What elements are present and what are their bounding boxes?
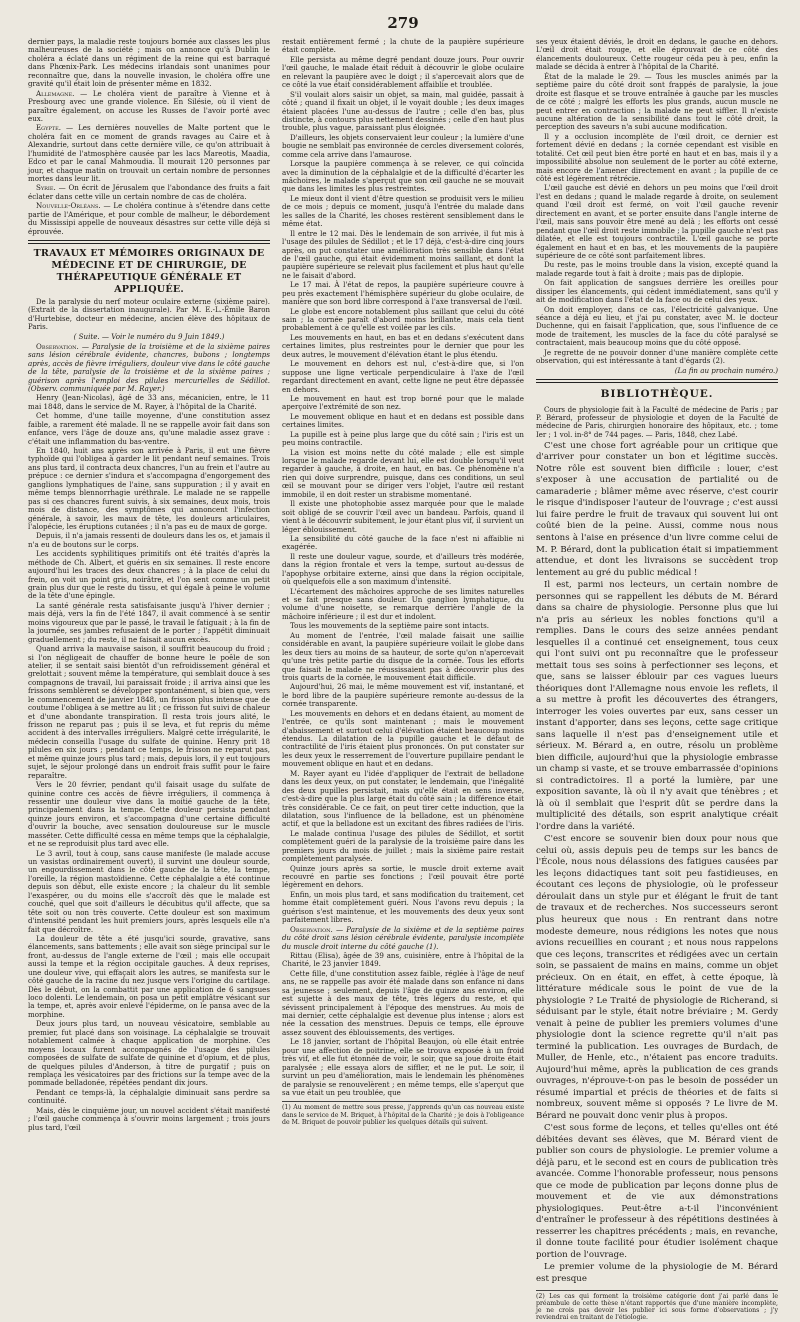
col1-p4: Les accidents syphilitiques primitifs ont été traités d'après la méthode de Ch. Albert, et guéris en six semaines. Il reste encore aujourd'hui les traces des deux chancres ; à la place de celui du frein, on voit un point gris, noirâtre, et l'on sent comme un petit grain plus dur que le reste du tissu, et qui égale à peine le volume de la tête d'une épingle. (28, 549, 270, 601)
col2-p12: Le mouvement oblique en haut et en dedans est possible dans certaines limites. (282, 411, 524, 430)
col2-p5: Le mieux dont il vient d'être question se produisit vers le milieu de ce mois ; depuis ce moment, jusqu'à l'entrée du malade dans les salles de la Charité, les choses restèrent sensiblement dans le même état. (282, 193, 524, 229)
memoire-heading: De la paralysie du nerf moteur oculaire externe (sixième paire). (Extrait de la dissertation inaugurale). Par M. E.-L.-Émile Baron d'Hurtebise, docteur en médecine, ancien élève des hôpitaux de Paris. (28, 298, 270, 331)
col3-p7: Je regrette de ne pouvoir donner d'une manière complète cette observation, qui est intéressante à tant d'égards (2). (536, 347, 778, 366)
col3-p5: On fait application de sangsues derrière les oreilles pour dissiper les élancements, qui cèdent immédiatement, sans qu'il y ait de modification dans l'état de la face ou de celui des yeux. (536, 278, 778, 305)
col1-p10: Deux jours plus tard, un nouveau vésicatoire, semblable au premier, fut placé dans son voisinage. La céphalalgie se trouvait notablement calmée à chaque application de morphine. Ces moyens locaux furent accompagnés de l'usage des pilules composées de sulfate de sulfate de quinine et d'opium, et de plus, de quelques pilules d'Anderson, à titre de purgatif ; puis on remplaça les vésicatoires par des frictions sur la tempe avec de la pommade belladonée, répétées pendant dix jours. (28, 1019, 270, 1088)
col2-p15: Il existe une photophobie assez marquée pour que le malade soit obligé de se couvrir l'œil avec un bandeau. Parfois, quand il vient à le découvrir subitement, le jour étant plus vif, il survient un léger éblouissement. (282, 499, 524, 534)
col1-p0: Henry (Jean-Nicolas), âgé de 33 ans, mécanicien, entre, le 11 mai 1848, dans le service de M. Rayer, à l'hôpital de la Charité. (28, 393, 270, 411)
news-text: — On écrit de Jérusalem que l'abondance des fruits a fait éclater dans cette ville un certain nombre de cas de choléra. (28, 183, 270, 201)
news-egypte (28, 124, 270, 183)
col1-p1: Cet homme, d'une taille moyenne, d'une constitution assez faible, a rarement été malade. Il ne se rappelle avoir fait dans son enfance, vers l'âge de douze ans, qu'une maladie assez grave : c'était une inflammation du bas-ventre. (28, 411, 270, 446)
col3-p1: État de la malade le 29. — Tous les muscles animés par la septième paire du côté droit sont frappés de paralysie, la joue droite est flasque et se trouve entraînée à gauche par les muscles de ce côté ; malgré les efforts les plus grands, aucun muscle ne peut entrer en contraction ; la malade ne peut siffler. Il n'existe aucune altération de la sensibilité dans tout le côté droit, la perception des saveurs n'a subi aucune modification. (536, 71, 778, 132)
col2-p16: La sensibilité du côté gauche de la face n'est ni affaiblie ni exagérée. (282, 533, 524, 552)
col2-p6: Il entre le 12 mai. Dès le lendemain de son arrivée, il fut mis à l'usage des pilules de Sédillot ; et le 17 déjà, c'est-à-dire cinq jours après, on put constater une amélioration très sensible dans l'état de l'œil gauche, qui était évidemment moins saillant, et dont la paupière supérieure se relevait plus facilement et plus haut qu'elle ne le faisait d'abord. (282, 228, 524, 280)
col2-p4: Lorsque la paupière commença à se relever, ce qui coïncida avec la diminution de la céphalalgie et de la difficulté d'écarter les mâchoires, le malade s'aperçut que son œil gauche ne se mouvait que dans les limites les plus restreintes. (282, 159, 524, 194)
section-rule (536, 379, 778, 383)
bibliotheque-heading: BIBLIOTHÈQUE. (600, 388, 714, 401)
cholera-intro: dernier pays, la maladie reste toujours bornée aux classes les plus malheureuses de la société ; mais on annonce qu'à Dublin le choléra a éclaté dans un régiment de la reine qui est barraqué dans Phœnix-Park. Les médecins irlandais sont unanimes pour reconnaître que, dans la nouvelle invasion, le choléra offre une gravité qu'il était loin de présenter même en 1832. (28, 37, 270, 89)
news-nouvelle-orleans (28, 202, 270, 236)
review-p0: C'est une chose fort agréable pour un critique que d'arriver pour constater un bon et légitime succès. Notre rôle est souvent bien difficile : louer, c'est s'exposer à une accusation de partialité ou de camaraderie ; blâmer même avec réserve, c'est courir le risque d'indisposer l'auteur de l'ouvrage ; c'est aussi lui faire perdre le fruit de travaux qui souvent lui ont coûté bien de la peine. Aussi, comme nous nous sentons à l'aise en présence d'un livre comme celui de M. P. Bérard, dont la publication était si impatiemment attendue, et dont les livraisons se succèdent trop lentement au gré du public médical ! (536, 440, 778, 578)
col2-obs2-p2: Le 18 janvier, sortant de l'hôpital Beaujon, où elle était entrée pour une affection de poitrine, elle se trouva exposée à un froid très vif, et elle fut étonnée de voir, le soir, que sa joue droite était paralysée ; elle essaya alors de siffler, et ne le put. Le soir, il survint un peu d'amélioration, mais le lendemain les phénomènes de paralysie se renouvelèrent ; en même temps, elle s'aperçut que sa vue était un peu troublée, que (282, 1037, 524, 1097)
review-p3: C'est sous forme de leçons, et telles qu'elles ont été débitées devant ses élèves, que M. Bérard vient de publier son cours de physiologie. Le premier volume a déjà paru, et le second est en cours de publication très avancée. Comme l'honorable professeur, nous pensons que ce mode de publication par leçons donne plus de mouvement et de vie aux démonstrations physiologiques. Peut-être a-t-il l'inconvénient d'entraîner le professeur à des répétitions destinées à resserrer les chapitres précédents ; mais, en revanche, il donne toute facilité pour étudier isolément chaque portion de l'ouvrage. (536, 1123, 778, 1260)
column-3 (536, 37, 778, 1322)
col3-p0: ses yeux étaient déviés, le droit en dedans, le gauche en dehors. L'œil droit était rouge, et elle éprouvait de ce côté des élancements douloureux. Cette rougeur céda peu à peu, enfin la malade se décida à entrer à l'hôpital de la Charité. (536, 37, 778, 72)
col2-obs2-p0: Rittau (Elisa), âgée de 39 ans, cuisinière, entre à l'hôpital de la Charité, le 23 janvier 1849. (282, 950, 524, 969)
col2-p22: Les mouvements en dehors et en dedans étaient, au moment de l'entrée, ce qu'ils sont maintenant ; mais le mouvement d'abaissement et surtout celui d'élévation étaient beaucoup moins étendus. La dilatation de la pupille gauche et le défaut de contractilité de l'iris étaient plus prononcés. On put constater sur les deux yeux le resserrement de l'ouverture pupillaire pendant le mouvement oblique en haut et en dedans. (282, 708, 524, 769)
col2-p24: Le malade continua l'usage des pilules de Sédillot, et sortit complètement guéri de la paralysie de la troisième paire dans les premiers jours du mois de juillet ; mais la sixième paire restait complètement paralysée. (282, 828, 524, 864)
review-p1: Il est, parmi nos lecteurs, un certain nombre de personnes qui se rappellent les débuts de M. Bérard dans sa chaire de physiologie. Personne plus que lui n'a pris au sérieux les nobles fonctions qu'il a remplies. Dans le cours des seize années pendant lesquelles il a continué cet enseignement, tous ceux qui l'ont suivi ont pu reconnaître que le professeur mettait tous ses soins à perfectionner ses leçons, et que, sans se laisser éblouir par ces vagues lueurs théoriques dont l'Allemagne nous envoie les reflets, il a su mettre à profit les découvertes des étrangers, interroger les voies ouvertes par eux, sans cesser un instant d'apporter, dans ses leçons, cette sage critique sans laquelle il n'est pas d'enseignement utile et sérieux. M. Bérard a, en outre, résolu un problème bien difficile, aujourd'hui que la physiologie embrasse un champ si vaste, et se trouve embarrassée d'opinions si contradictoires. Il a porté la lumière, par une exposition savante, là où il n'y avait que ténèbres ; et là où il semblait que l'esprit dût se perdre dans la multiplicité des détails, son esprit analytique créait l'ordre dans la variété. (536, 580, 778, 832)
col1-p11: Pendant ce temps-là, la céphalalgie diminuait sans perdre sa continuité. (28, 1087, 270, 1106)
columns (28, 37, 778, 1322)
observation-title: — Paralysie de la troisième et de la sixième paires sans lésion cérébrale évidente, chancres, bubons ; longtemps après, accès de fièvre irréguliers, douleur vive dans le côté gauche de la tête, paralysie de la troisième et de la sixième paires ; guérison après l'emploi des pilules mercurielles de Sédillot. (Observ. communiquée par M. Rayer.) (28, 341, 270, 393)
col2-p1: Elle persista au même degré pendant douze jours. Pour ouvrir l'œil gauche, le malade était réduit à découvrir le globe oculaire en relevant la paupière avec le doigt ; il s'apercevait alors que de ce côté la vue était considérablement affaiblie et troublée. (282, 54, 524, 90)
news-text: — Le choléra vient de paraître à Vienne et à Presbourg avec une grande violence. En Silésie, où il vient de paraître également, on accuse les Russes de l'avoir porté avec eux. (28, 88, 270, 123)
col1-p9: La douleur de tête a été jusqu'ici sourde, gravative, sans élancements, sans battements ; elle avait son siège principal sur le front, au-dessus de l'angle externe de l'œil ; mais elle occupait aussi la tempe et la région occipitale gauches. À deux reprises, une douleur vive, qui effaçait alors les autres, se manifesta sur le côté gauche de la racine du nez jusque vers l'origine du cartilage. Dès le début, on la combattit par une application de 6 sangsues loco dolenti. Le lendemain, on posa un petit emplâtre vésicant sur la tempe, et, après avoir enlevé l'épiderme, on le pansa avec de la morphine. (28, 933, 270, 1019)
footnote-1: (1) Au moment de mettre sous presse, j'apprends qu'un cas nouveau existe dans le service de M. Briquet, à l'hôpital de la Charité ; je dois à l'obligeance de M. Briquet de pouvoir publier les quelques détails qui suivent. (282, 1101, 524, 1126)
footnote-2: (2) Les cas qui forment la troisième catégorie dont j'ai parlé dans le préambule de cette thèse n'étant rapportés que d'une manière incomplète, je ne crois pas devoir les publier ici sous forme d'observations ; j'y reviendrai en traitant de l'étiologie. (536, 1290, 778, 1322)
col3-p2: Il y a occlusion incomplète de l'œil droit, ce dernier est fortement dévié en dedans ; la cornée cependant est visible en totalité. Cet œil peut bien être porté en haut et en bas, mais il y a impossibilité absolue non seulement de le porter au côté externe, mais encore de l'amener directement en avant ; la pupille de ce côté est légèrement rétrécie. (536, 131, 778, 183)
col3-p6: On doit employer, dans ce cas, l'électricité galvanique. Une séance a déjà eu lieu, et j'ai pu constater, avec M. le docteur Duchenne, qui en faisait l'application, que, sous l'influence de ce mode de traitement, les muscles de la face du côté paralysé se contractaient, mais beaucoup moins que du côté opposé. (536, 304, 778, 348)
section-rule (28, 240, 270, 244)
col2-p2: S'il voulait alors saisir un objet, sa main, mal guidée, passait à côté ; quand il fixait un objet, il le voyait double ; les deux images étaient placées l'une au-dessus de l'autre ; celle d'en bas, plus distincte, à contours plus nettement dessinés ; celle d'en haut plus trouble, plus vague, paraissant plus éloignée. (282, 89, 524, 133)
col2-p21: Aujourd'hui, 26 mai, le même mouvement est vif, instantané, et le bord libre de la paupière supérieure remonte au-dessus de la cornée transparente. (282, 682, 524, 709)
col2-p0: restait entièrement fermé ; la chute de la paupière supérieure était complète. (282, 37, 524, 55)
col1-p12: Mais, dès le cinquième jour, un nouvel accident s'était manifesté ; l'œil gauche commença à s'ouvrir moins largement ; trois jours plus tard, l'œil (28, 1105, 270, 1132)
col3-p4: Du reste, pas le moins trouble dans la vision, excepté quand la malade regarde tout à fait à droite ; mais pas de diplopie. (536, 260, 778, 278)
section-title: TRAVAUX ET MÉMOIRES ORIGINAUX DE MÉDECINE ET DE CHIRURGIE, DE THÉRAPEUTIQUE GÉNÉRALE ET APPLIQUÉE. (33, 248, 265, 296)
col2-p3: D'ailleurs, les objets conservaient leur couleur ; la lumière d'une bougie ne semblait pas environnée de cercles diversement colorés, comme cela arrive dans l'amaurose. (282, 132, 524, 159)
observation-label: Observation. (290, 924, 333, 934)
observation-label: Observation. (36, 341, 79, 351)
review-p2: C'est encore se souvenir bien doux pour nous que celui où, assis depuis peu de temps sur les bancs de l'École, nous nous délassions des fatigues causées par les leçons didactiques tant soit peu fastidieuses, en écoutant ces leçons de physiologie, où le professeur déroulait dans un style pur et élégant le fruit de tant de travaux et de recherches. Nos successeurs seront plus heureux que nous : En rentrant dans notre modeste demeure, nous rédigions les notes que nous avions recueillies en courant ; et nous nous rappelons que ces leçons, transcrites et rédigées avec un certain soin, se passaient de mains en mains, comme un objet précieux. On en était, en effet, à cette époque, là littérature médicale sous le point de vue de la physiologie ? Le Traité de physiologie de Richerand, si séduisant par le style, était notre bréviaire ; M. Gerdy venait à peine de publier les premiers volumes d'une physiologie dont la science regrette qu'il n'ait pas terminé la publication. Les ouvrages de Burdach, de Muller, de Henle, etc., n'étaient pas encore traduits. Aujourd'hui même, après la publication de ces grands ouvrages, n'éprouve-t-on pas le besoin de posséder un résumé impartial et précis de théories et de faits si nombreux, souvent même si opposés ? Le livre de M. Bérard ne pouvait donc venir plus à propos. (536, 834, 778, 1121)
observation-title: — Paralysie de la sixième et de la septième paires du côté droit sans lésion cérébrale évidente, paralysie incomplète du muscle droit interne du côté gauche (1). (282, 924, 524, 951)
col2-p13: La pupille est à peine plus large que du côté sain ; l'iris est un peu moins contractile. (282, 429, 524, 448)
news-label: Egypte. (36, 123, 61, 133)
suite-next-number: (La fin au prochain numéro.) (674, 365, 778, 375)
col2-p18: L'écartement des mâchoires approche de ses limites naturelles et se fait presque sans douleur. Un ganglion lymphatique, du volume d'une noisette, se remarque derrière l'angle de la mâchoire inférieure ; il est dur et indolent. (282, 586, 524, 621)
cours-heading: Cours de physiologie fait à la Faculté de médecine de Paris ; par P. Bérard, professeur de physiologie et doyen de la Faculté de médecine de Paris, chirurgien honoraire des hôpitaux, etc. ; tome Ier ; 1 vol. in-8° de 744 pages. — Paris, 1848, chez Labé. (536, 405, 778, 439)
col2-p25: Quinze jours après sa sortie, le muscle droit externe avait recouvré en partie ses fonctions ; l'œil pouvait être porté légèrement en dehors. (282, 863, 524, 890)
review-body (536, 441, 778, 1286)
col2-p9: Les mouvements en haut, en bas et en dedans s'exécutent dans certaines limites, plus restreintes pour le dernier que pour les deux autres, le mouvement d'élévation étant le plus étendu. (282, 332, 524, 359)
news-allemagne (28, 90, 270, 124)
col2-p7: Le 17 mai. À l'état de repos, la paupière supérieure couvre à peu près exactement l'hémisphère supérieur du globe oculaire, de manière que son bord libre correspond à l'axe transversal de l'œil. (282, 280, 524, 307)
news-label: Allemagne. (36, 88, 75, 98)
col2-p20: Au moment de l'entrée, l'œil malade faisait une saillie considérable en avant, la paupière supérieure voilait le globe dans les deux tiers au moins de sa hauteur, de sorte qu'on n'apercevait qu'une très petite partie du disque de la cornée. Tous les efforts que faisait le malade ne réussissaient pas à découvrir plus des trois quarts de la cornée, le mouvement était difficile. (282, 630, 524, 682)
col2-p14: La vision est moins nette du côté malade ; elle est simple lorsque le malade regarde devant lui, elle est double lorsqu'il veut regarder à gauche, à droite, en haut, en bas. Ce phénomène n'a rien qui doive surprendre, puisque, dans ces conditions, un seul œil se mouvant pour se diriger vers l'objet, l'autre œil restant immobile, il en doit rester un strabisme momentané. (282, 447, 524, 499)
col2-p8: Le globe est encore notablement plus saillant que celui du côté sain ; la cornée paraît d'abord moins brillante, mais cela tient probablement à ce qu'elle est voilée par les cils. (282, 306, 524, 333)
col2-p19: Tous les mouvements de la septième paire sont intacts. (290, 621, 490, 631)
col1-p7: Vers le 20 février, pendant qu'il faisait usage du sulfate de quinine contre ces accès de fièvre irréguliers, il commença à ressentir une douleur vive dans la moitié gauche de la tête, principalement dans la tempe. Cette douleur persista pendant quinze jours environ, et s'accompagna d'une certaine difficulté d'ouvrir la bouche, avec sensation douloureuse sur le muscle masséter. Cette difficulté cessa en même temps que la céphalalgie, et ne se reproduisit plus tard avec elle. (28, 780, 270, 849)
news-syrie (28, 184, 270, 201)
col2-p10: Le mouvement en dehors est nul, c'est-à-dire que, si l'on suppose une ligne verticale perpendiculaire à l'axe de l'œil regardant directement en avant, cette ligne ne peut être dépassée en dehors. (282, 359, 524, 394)
col1-p5: La santé générale resta satisfaisante jusqu'à l'hiver dernier ; mais déjà, vers la fin de l'été 1847, il avait commencé à se sentir moins vigoureux que par le passé, le travail le fatiguait ; à la fin de la journée, ses jambes refusaient de le porter ; l'appétit diminuait graduellement ; du reste, il ne faisait aucun excès. (28, 600, 270, 644)
col2-obs2-p1: Cette fille, d'une constitution assez faible, réglée à l'âge de neuf ans, ne se rappelle pas avoir été malade dans son enfance ni dans sa jeunesse ; seulement, depuis l'âge de quinze ans environ, elle est sujette à des maux de tête, très légers du reste, et qui sévissent principalement à l'époque des menstrues. Au mois de mai dernier, cette céphalalgie est devenue plus intense ; alors est née la cessation des menstrues. Depuis ce temps, elle éprouve assez souvent des éblouissements, des vertiges. (282, 968, 524, 1037)
col2-p26: Enfin, un mois plus tard, et sans modification du traitement, cet homme était complètement guéri. Nous l'avons revu depuis ; la guérison s'est maintenue, et les mouvements des deux yeux sont parfaitement libres. (282, 889, 524, 925)
suite-note: ( Suite. — Voir le numéro du 9 Juin 1849.) (73, 332, 225, 342)
column-1 (28, 37, 270, 1132)
col1-p2: En 1840, huit ans après son arrivée à Paris, il eut une fièvre typhoïde qui l'obligea à garder le lit pendant neuf semaines. Trois ans plus tard, il contracta deux chancres, l'un au frein et l'autre au prépuce : ce dernier s'indura et s'accompagna d'engorgement des ganglions lymphatiques de l'aine, sans suppuration ; il y avait en même temps blennorrhagie uréthrale. Le malade ne se rappelle pas si ces chancres furent suivis, à six semaines, deux mois, trois mois de distance, des symptômes qui annoncent l'infection générale, à savoir, les maux de tête, les douleurs articulaires, l'alopécie, les éruptions cutanées ; il n'a pas eu de maux de gorge. (28, 446, 270, 531)
news-label: Syrie. (36, 183, 56, 193)
review-p4: Le premier volume de la physiologie de M. Bérard est presque (536, 1262, 778, 1284)
observation-heading (28, 343, 270, 394)
observation2-heading (282, 926, 524, 951)
page-number: 279 (387, 14, 419, 32)
news-text: — Les dernières nouvelles de Malte portent que le choléra fait en ce moment de grands ravages au Caire et à Alexandrie, surtout dans cette dernière ville, ce qu'on attribuait à l'humidité de l'atmosphère causée par les lacs Mareotis, Maadia, Edco et par le canal Mahmoudia. Il mourait 120 personnes par jour, et chaque matin on trouvait un certain nombre de personnes mortes dans leur lit. (28, 123, 270, 183)
col2-p17: Il reste une douleur vague, sourde, et d'ailleurs très modérée, dans la région frontale et vers la tempe, surtout au-dessus de l'apophyse orbitaire externe, ainsi que dans la région occipitale, où quelquefois elle a son maximum d'intensité. (282, 551, 524, 587)
news-text: — Le choléra continue à s'étendre dans cette partie de l'Amérique, et pour comble de malheur, le débordement du Mississipi appelle de nouveaux désastres sur cette ville déjà si éprouvée. (28, 201, 270, 236)
col2-p11: Le mouvement en haut est trop borné pour que le malade aperçoive l'extrémité de son nez. (282, 393, 524, 412)
col3-p3: L'œil gauche est dévié en dehors un peu moins que l'œil droit l'est en dedans ; quand le malade regarde à droite, on seulement quand l'œil droit est fermé, on voit l'œil gauche revenir directement en avant, et se porter ensuite dans l'angle interne de l'œil, mais sans pouvoir être mené au delà ; les efforts ont cessé pendant que l'œil droit reste immobile ; la pupille gauche n'est pas dilatée, et elle est toujours contractile. L'œil gauche se porte également en haut et en bas, et les mouvements de la paupière supérieure de ce côté sont parfaitement libres. (536, 183, 778, 260)
col2-p23: M. Rayer ayant eu l'idée d'appliquer de l'extrait de belladone dans les deux yeux, on put constater, le lendemain, que l'inégalité des deux pupilles persistait, mais qu'elle était en sens inverse, c'est-à-dire que la plus large était du côté sain ; la différence était très considérable. Ce ce fait, on peut tirer cette induction, que la dilatation, sous l'influence de la belladone, est un phénomène actif, et que la belladone est un excitant des fibres radiées de l'iris. (282, 768, 524, 829)
col1-p6: Quand arriva la mauvaise saison, il souffrit beaucoup du froid ; si l'on négligeait de chauffer de bonne heure le poêle de son atelier, il se sentait saisi bientôt d'un refroidissement général et grelottait ; souvent même la température, qui semblait douce à ses compagnons de travail, lui paraissait froide ; il arriva ainsi que les frissons semblèrent se développer spontanément, si bien que, vers le commencement de janvier 1848, un frisson plus intense que de coutume l'obligea à se mettre au lit ; ce frisson fut suivi de chaleur et d'une abondante transpiration. Il resta trois jours alité, le frisson ne reparut pas ; puis il se leva, et fut repris du même accident à des intervalles irréguliers. Malgré cette irrégularité, le médecin conseilla l'usage du sulfate de quinine. Henry prit 18 pilules en six jours ; pendant ce temps, le frisson ne reparut pas, et même quinze jours plus tard ; mais, depuis lors, il y eut toujours sujet, le séjour prolongé dans un endroit frais suffit pour le faire reparaître. (28, 644, 270, 780)
col1-p3: Depuis, il n'a jamais ressenti de douleurs dans les os, et jamais il n'a eu de boutons sur le corps. (28, 531, 270, 549)
news-label: Nouvelle-Orléans. (36, 201, 101, 211)
column-2 (282, 37, 524, 1126)
col1-p8: Le 3 avril, tout à coup, sans cause manifeste (le malade accuse un vasistas ordinairement ouvert), il survint une douleur sourde, un engourdissement dans le côté gauche de la tête, la tempe, l'oreille, la région mastoïdienne. Cette céphalalgie a été continue depuis son début, elle existe encore ; la chaleur du lit semble l'exaspérer, ou du moins elle s'accroît dès que le malade est couché, quel que soit d'ailleurs le décubitus qu'il affecte, que sa tête soit ou non très couverte. Cette douleur est son maximum d'intensité pendant les huit premiers jours, après lesquels elle n'a fait que décroître. (28, 848, 270, 934)
